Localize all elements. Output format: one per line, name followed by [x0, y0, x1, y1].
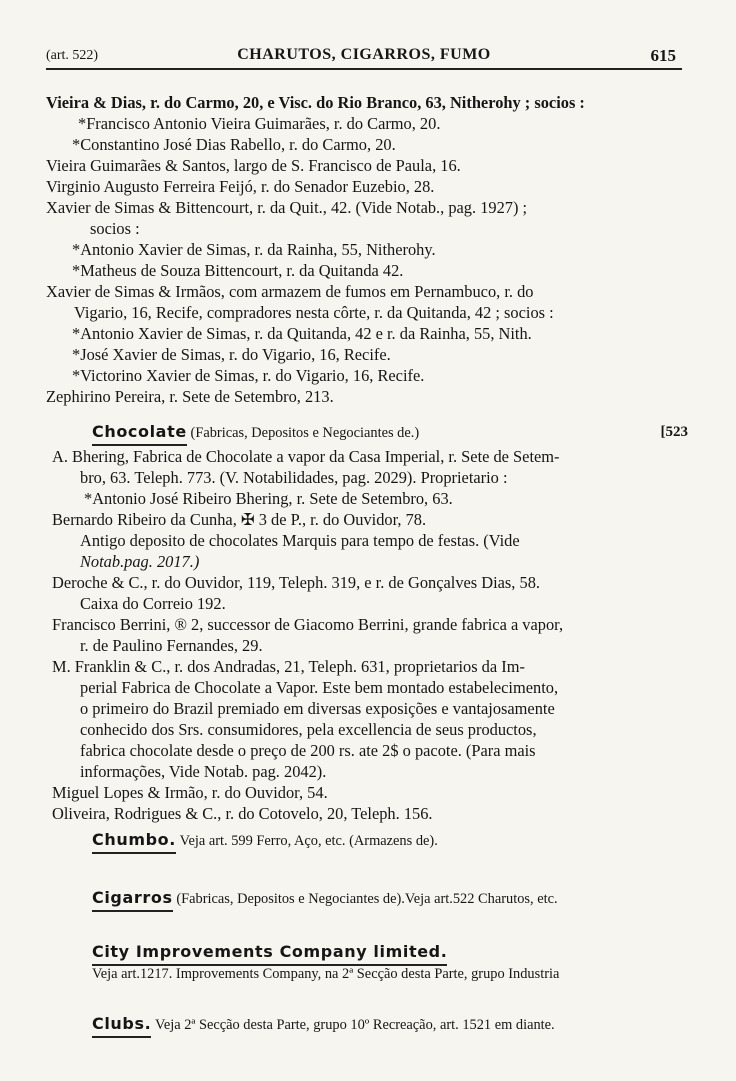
entry-line: Antigo deposito de chocolates Marquis para tempo de festas. (Vide: [80, 531, 520, 550]
chumbo-section: [92, 828, 696, 852]
entry-line: *Constantino José Dias Rabello, r. do Carmo, 20.: [72, 135, 396, 154]
entry-line: Zephirino Pereira, r. Sete de Setembro, 213.: [46, 387, 334, 406]
entry-line: Vigario, 16, Recife, compradores nesta côrte, r. da Quitanda, 42 ; socios :: [74, 303, 554, 322]
section-subtitle: (Fabricas, Depositos e Negociantes de.): [190, 425, 420, 441]
section-title-chocolate: Chocolate: [92, 420, 187, 444]
entry-line: *Antonio José Ribeiro Bhering, r. Sete de Setembro, 63.: [84, 489, 453, 508]
entry-line: *Francisco Antonio Vieira Guimarães, r. do Carmo, 20.: [78, 114, 441, 133]
entry-line: o primeiro do Brazil premiado em diversas exposições e vantajosamente: [80, 699, 555, 718]
entry-line: Francisco Berrini, ® 2, successor de Giacomo Berrini, grande fabrica a vapor,: [52, 615, 564, 634]
page-number: 615: [650, 46, 676, 65]
entry-line: A. Bhering, Fabrica de Chocolate a vapor da Casa Imperial, r. Sete de Setem-: [52, 447, 560, 466]
entry-line: Xavier de Simas & Bittencourt, r. da Quit., 42. (Vide Notab., pag. 1927) ;: [46, 198, 528, 217]
entry-line: Notab.pag. 2017.): [80, 552, 200, 571]
entry-line: *José Xavier de Simas, r. do Vigario, 16, Recife.: [72, 345, 391, 364]
cigarros-section: [92, 886, 696, 910]
entry-line: Deroche & C., r. do Ouvidor, 119, Teleph. 319, e r. de Gonçalves Dias, 58.: [52, 573, 540, 592]
section-title-clubs: Clubs.: [92, 1012, 151, 1036]
entry-line: Oliveira, Rodrigues & C., r. do Cotovelo, 20, Teleph. 156.: [52, 804, 433, 823]
entry-line: Caixa do Correio 192.: [80, 594, 226, 613]
entry-line: fabrica chocolate desde o preço de 200 rs. ate 2$ o pacote. (Para mais: [80, 741, 536, 760]
clubs-section: [92, 1012, 696, 1036]
entry-line: Virginio Augusto Ferreira Feijó, r. do Senador Euzebio, 28.: [46, 177, 435, 196]
entry-line: bro, 63. Teleph. 773. (V. Notabilidades, pag. 2029). Proprietario :: [80, 468, 508, 487]
chocolate-section-header: [92, 420, 696, 444]
entry-line: *Antonio Xavier de Simas, r. da Rainha, 55, Nitherohy.: [72, 240, 436, 259]
entry-line: *Antonio Xavier de Simas, r. da Quitanda, 42 e r. da Rainha, 55, Nith.: [72, 324, 532, 343]
page-title: CHARUTOS, CIGARROS, FUMO: [237, 46, 491, 63]
entry-line: Miguel Lopes & Irmão, r. do Ouvidor, 54.: [52, 783, 328, 802]
entry-line: Vieira & Dias, r. do Carmo, 20, e Visc. do Rio Branco, 63, Nitherohy ; socios :: [46, 93, 585, 112]
entry-line: *Victorino Xavier de Simas, r. do Vigario, 16, Recife.: [72, 366, 425, 385]
section-text: Veja art.1217. Improvements Company, na 2ª Secção desta Parte, grupo Industria: [92, 966, 560, 982]
section-title-cigarros: Cigarros: [92, 886, 173, 910]
entry-line: M. Franklin & C., r. dos Andradas, 21, Teleph. 631, proprietarios da Im-: [52, 657, 525, 676]
entry-line: Bernardo Ribeiro da Cunha, ✠ 3 de P., r. do Ouvidor, 78.: [52, 510, 427, 529]
section-text: Veja 2ª Secção desta Parte, grupo 10º Recreação, art. 1521 em diante.: [155, 1017, 555, 1033]
entry-line: conhecido dos Srs. consumidores, pela excellencia de seus productos,: [80, 720, 537, 739]
section-text: (Fabricas, Depositos e Negociantes de).Veja art.522 Charutos, etc.: [176, 891, 558, 907]
entry-line: perial Fabrica de Chocolate a Vapor. Este bem montado estabelecimento,: [80, 678, 559, 697]
section-title-chumbo: Chumbo.: [92, 828, 176, 852]
entry-line: r. de Paulino Fernandes, 29.: [80, 636, 263, 655]
entry-line: Vieira Guimarães & Santos, largo de S. Francisco de Paula, 16.: [46, 156, 461, 175]
entry-line: Xavier de Simas & Irmãos, com armazem de fumos em Pernambuco, r. do: [46, 282, 534, 301]
article-reference: (art. 522): [46, 48, 99, 63]
section-text: Veja art. 599 Ferro, Aço, etc. (Armazens de).: [179, 833, 438, 849]
fumo-entries: [46, 92, 696, 407]
city-section: [92, 940, 696, 986]
chocolate-entries: [52, 446, 696, 824]
entry-line: informações, Vide Notab. pag. 2042).: [80, 762, 327, 781]
entry-line: socios :: [90, 219, 140, 238]
entry-line: *Matheus de Souza Bittencourt, r. da Quitanda 42.: [72, 261, 404, 280]
section-title-city: City Improvements Company limited.: [92, 940, 447, 964]
article-number: [523: [660, 424, 688, 440]
page-header: [46, 44, 682, 70]
